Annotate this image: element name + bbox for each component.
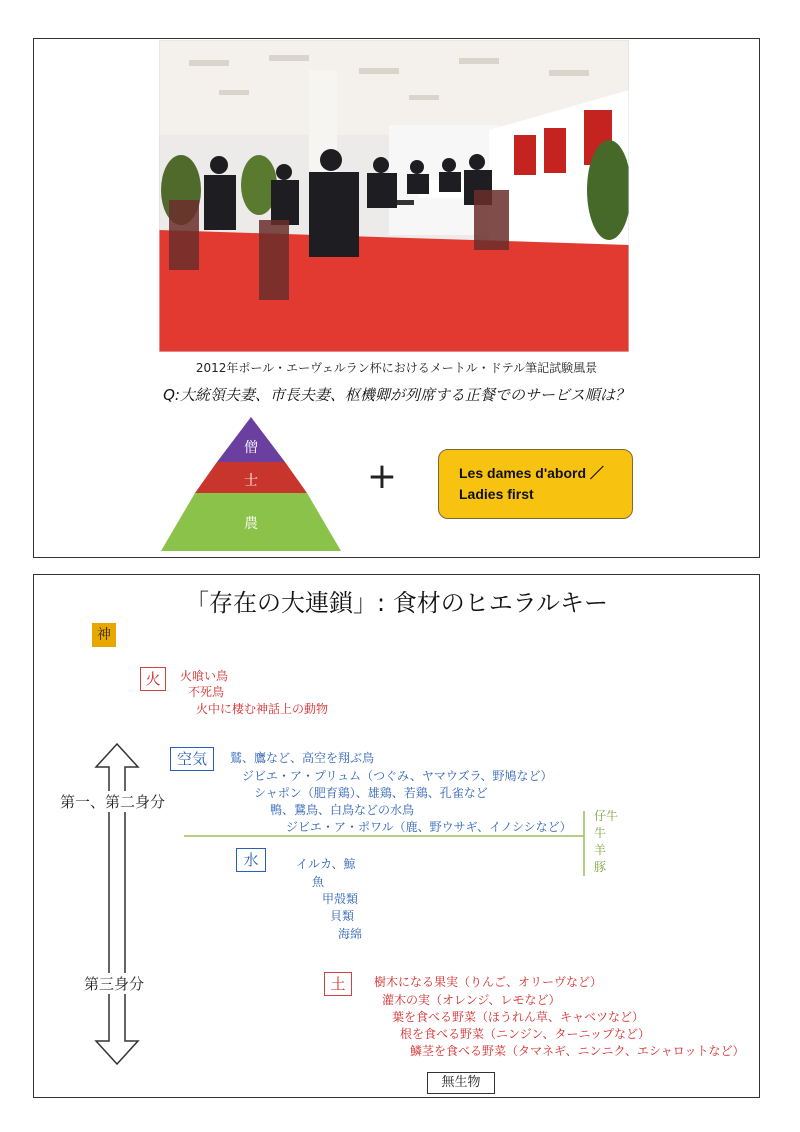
earth-item: 葉を食べる野菜（ほうれん草、キャベツなど） [392, 1010, 645, 1024]
question-text: Q:大統領夫妻、市長夫妻、枢機卿が列席する正餐でのサービス順は？ [163, 386, 630, 404]
pyramid-label-clergy: 僧 [244, 440, 258, 456]
earth-item: 樹木になる果実（りんご、オリーヴなど） [374, 975, 603, 989]
livestock-item: 仔牛 [594, 809, 619, 823]
livestock-item: 豚 [594, 860, 607, 874]
earth-item: 鱗茎を食べる野菜（タマネギ、ニンニク、エシャロットなど） [410, 1044, 745, 1058]
earth-box: 土 [324, 972, 352, 996]
pyramid-label-nobility: 士 [244, 473, 258, 489]
water-item: 貝類 [330, 909, 355, 923]
photo-caption: 2012年ポール・エーヴェルラン杯におけるメートル・ドテル筆記試験風景 [195, 361, 598, 375]
air-box: 空気 [170, 747, 214, 771]
fire-item: 火喰い鳥 [180, 669, 229, 683]
inanimate-box: 無生物 [427, 1072, 495, 1094]
plus-sign: + [366, 456, 398, 497]
air-item: 鷲、鷹など、高空を翔ぶ鳥 [230, 751, 375, 765]
fire-item: 火中に棲む神話上の動物 [196, 702, 329, 716]
water-item: 甲殻類 [322, 892, 359, 906]
ladies-first-line2: Ladies first [459, 486, 534, 502]
livestock-item: 牛 [594, 826, 607, 840]
air-item: シャポン（肥育鶏）、雄鶏、若鶏、孔雀など [254, 786, 488, 800]
estate-pyramid [161, 417, 341, 552]
fire-box: 火 [140, 667, 166, 691]
air-item: ジビエ・ア・ポワル（鹿、野ウサギ、イノシシなど） [286, 820, 572, 834]
air-item: 鴨、鵞鳥、白鳥などの水鳥 [270, 803, 415, 817]
earth-item: 根を食べる野菜（ニンジン、ターニップなど） [400, 1027, 650, 1041]
god-box: 神 [92, 623, 116, 647]
pyramid-label-peasantry: 農 [244, 516, 258, 532]
exam-photo [159, 40, 629, 352]
ladies-first-box [438, 449, 633, 519]
water-item: 海綿 [338, 927, 363, 941]
air-item: ジビエ・ア・プリュム（つぐみ、ヤマウズラ、野鳩など） [242, 769, 553, 783]
estate-upper-label: 第一、第二身分 [60, 793, 166, 811]
exam-panel [33, 38, 760, 558]
fire-item: 不死鳥 [188, 685, 225, 699]
hierarchy-panel [33, 574, 760, 1098]
earth-item: 灌木の実（オレンジ、レモなど） [382, 993, 561, 1007]
water-item: イルカ、鯨 [296, 857, 356, 871]
estate-third-label: 第三身分 [84, 975, 145, 993]
ladies-first-line1: Les dames d'abord ／ [459, 465, 604, 481]
hierarchy-title: 「存在の大連鎖」: 食材のヒエラルキー [185, 589, 608, 617]
water-item: 魚 [312, 875, 325, 889]
livestock-item: 羊 [594, 843, 607, 857]
water-box: 水 [236, 848, 266, 872]
